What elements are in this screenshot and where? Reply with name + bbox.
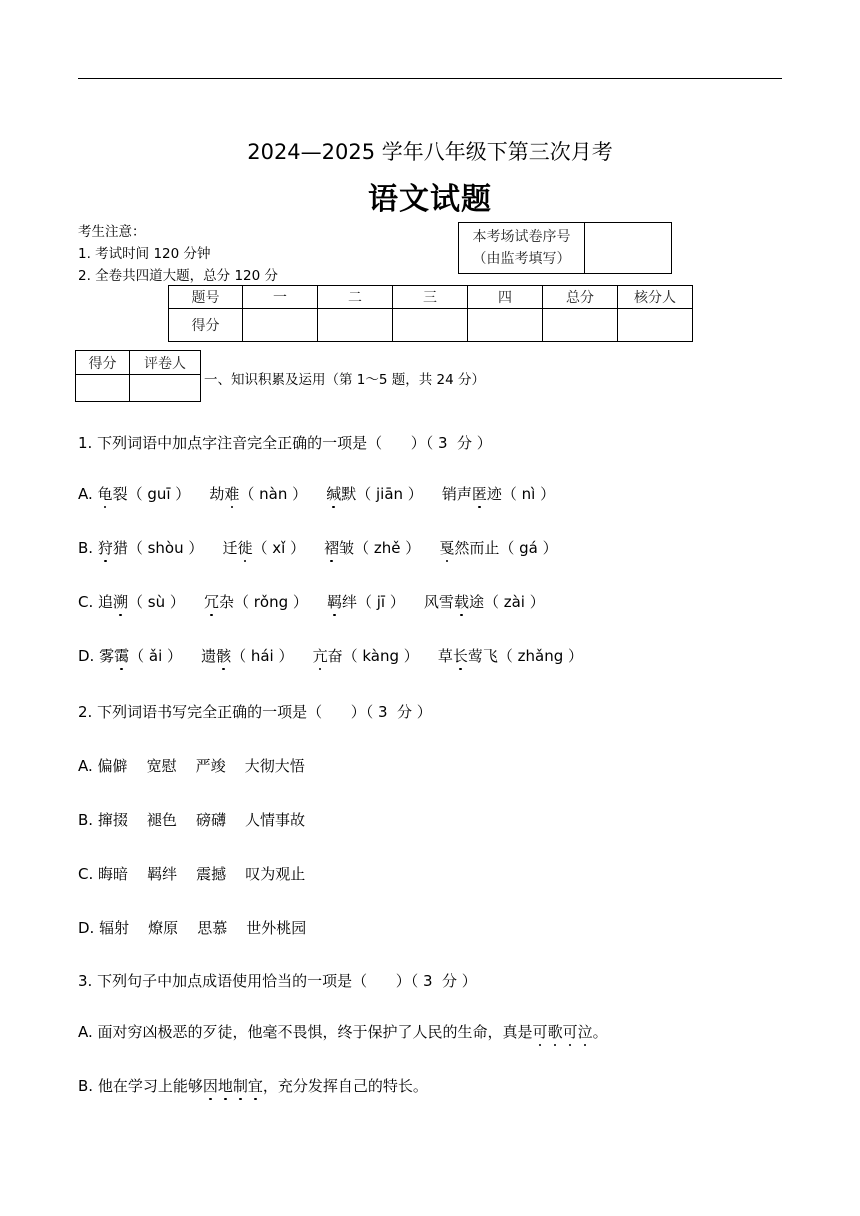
question-1-option-a: A. 龟裂（ guī ） 劫难（ nàn ） 缄默（ jiān ） 销声匿迹（ nì ） (78, 485, 556, 503)
grader-name-cell[interactable] (130, 375, 201, 402)
emphasis-dot-char: 制 (232, 1077, 248, 1095)
emphasis-dot-char: 羁 (326, 593, 342, 611)
header-cell-number: 题号 (169, 286, 243, 309)
header-cell-total: 总分 (543, 286, 618, 309)
emphasis-dot-char: 因 (202, 1077, 218, 1095)
emphasis-dot-char: 戛 (439, 539, 455, 557)
header-cell-checker: 核分人 (618, 286, 693, 309)
emphasis-dot-char: 泣 (577, 1023, 593, 1041)
serial-label-line1: 本考场试卷序号 (472, 229, 571, 245)
score-input-1[interactable] (243, 309, 318, 342)
question-1-option-d: D. 雾霭（ ǎi ） 遗骸（ hái ） 亢奋（ kàng ） 草长莺飞（ zhǎng ） (78, 647, 584, 665)
serial-number-box (458, 222, 672, 274)
question-2-stem: 2. 下列词语书写完全正确的一项是（ ）（ 3 分 ） (78, 703, 432, 721)
emphasis-dot-char: 歌 (547, 1023, 563, 1041)
subject-title: 语文试题 (368, 182, 492, 217)
emphasis-dot-char: 可 (562, 1023, 578, 1041)
emphasis-dot-char: 龟 (97, 485, 113, 503)
header-cell-1: 一 (243, 286, 318, 309)
grader-score-label: 得分 (76, 351, 130, 375)
score-row-label: 得分 (169, 309, 243, 342)
emphasis-dot-char: 徙 (237, 539, 253, 557)
emphasis-dot-char: 缄 (326, 485, 342, 503)
notice-item-2: 2. 全卷共四道大题，总分 120 分 (78, 268, 279, 284)
emphasis-dot-char: 宜 (247, 1077, 263, 1095)
emphasis-dot-char: 难 (224, 485, 240, 503)
grader-score-cell[interactable] (76, 375, 130, 402)
grader-box (75, 350, 201, 402)
emphasis-dot-char: 载 (453, 593, 469, 611)
emphasis-dot-char: 溯 (113, 593, 129, 611)
question-3-stem: 3. 下列句子中加点成语使用恰当的一项是（ ）（ 3 分 ） (78, 972, 477, 990)
score-input-4[interactable] (468, 309, 543, 342)
score-input-checker[interactable] (618, 309, 693, 342)
notice-heading: 考生注意： (78, 224, 146, 240)
header-cell-2: 二 (318, 286, 393, 309)
question-2-option-a: A. 偏僻 宽慰 严竣 大彻大悟 (78, 757, 305, 775)
serial-entry-cell[interactable] (585, 223, 672, 274)
emphasis-dot-char: 匿 (471, 485, 487, 503)
emphasis-dot-char: 霭 (114, 647, 130, 665)
question-1-option-c: C. 追溯（ sù ） 冗杂（ rǒng ） 羁绊（ jī ） 风雪载途（ zài ） (78, 593, 545, 611)
section-1-title: 一、知识积累及运用（第 1～5 题，共 24 分） (204, 372, 486, 388)
emphasis-dot-char: 冗 (203, 593, 219, 611)
question-3-option-a: A. 面对穷凶极恶的歹徒，他毫不畏惧，终于保护了人民的生命，真是可歌可泣。 (78, 1023, 608, 1041)
notice-item-1: 1. 考试时间 120 分钟 (78, 246, 211, 262)
question-2-option-c: C. 晦暗 羁绊 震撼 叹为观止 (78, 865, 306, 883)
question-3-option-b: B. 他在学习上能够因地制宜，充分发挥自己的特长。 (78, 1077, 428, 1095)
score-input-3[interactable] (393, 309, 468, 342)
score-table (168, 285, 693, 342)
emphasis-dot-char: 狩 (97, 539, 113, 557)
header-cell-4: 四 (468, 286, 543, 309)
score-table-header-row (169, 286, 693, 309)
serial-label-line2: （由监考填写） (472, 251, 571, 267)
question-2-option-b: B. 撺掇 褪色 磅礴 人情事故 (78, 811, 306, 829)
emphasis-dot-char: 骸 (216, 647, 232, 665)
top-rule (78, 78, 782, 79)
question-2-option-d: D. 辐射 燎原 思慕 世外桃园 (78, 919, 307, 937)
grader-name-label: 评卷人 (130, 351, 201, 375)
exam-title: 2024—2025 学年八年级下第三次月考 (247, 140, 613, 164)
emphasis-dot-char: 地 (217, 1077, 233, 1095)
emphasis-dot-char: 可 (532, 1023, 548, 1041)
header-cell-3: 三 (393, 286, 468, 309)
score-table-score-row (169, 309, 693, 342)
score-input-2[interactable] (318, 309, 393, 342)
emphasis-dot-char: 亢 (312, 647, 328, 665)
emphasis-dot-char: 褶 (324, 539, 340, 557)
emphasis-dot-char: 长 (452, 647, 468, 665)
question-1-option-b: B. 狩猎（ shòu ） 迁徙（ xǐ ） 褶皱（ zhě ） 戛然而止（ gá ） (78, 539, 558, 557)
serial-label (459, 223, 585, 274)
score-input-total[interactable] (543, 309, 618, 342)
question-1-stem: 1. 下列词语中加点字注音完全正确的一项是（ ）（ 3 分 ） (78, 434, 492, 452)
